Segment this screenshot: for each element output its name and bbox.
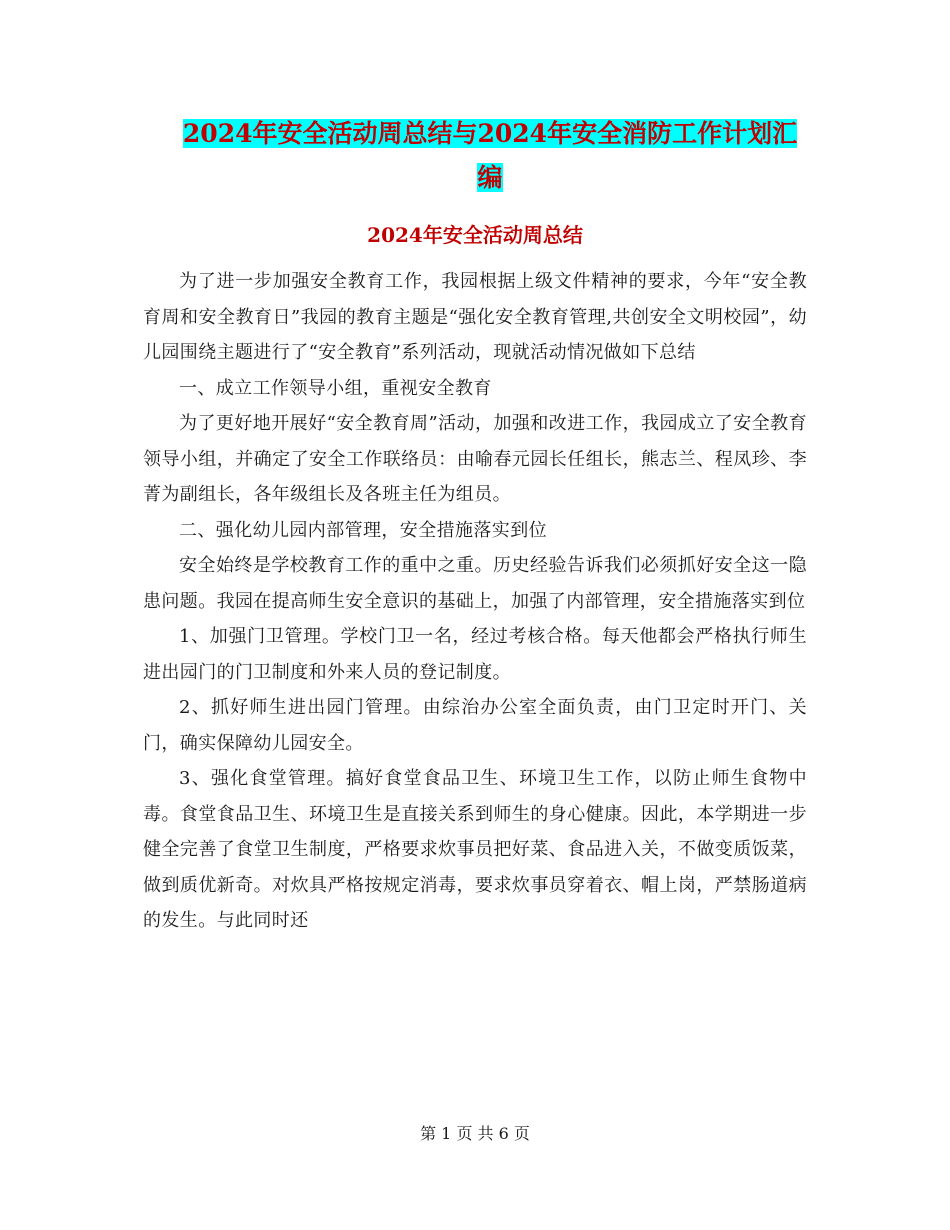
section-title: 2024年安全活动周总结: [367, 223, 583, 247]
document-body: [143, 264, 807, 939]
document-title: [140, 112, 840, 200]
paragraph-heading: 一、成立工作领导小组，重视安全教育: [179, 377, 492, 399]
document-title-line1: 2024年安全活动周总结与2024年安全消防工作计划汇: [182, 119, 798, 148]
paragraph: 为了进一步加强安全教育工作，我园根据上级文件精神的要求，今年“安全教育周和安全教育日”我园的教育主题是“强化安全教育管理,共创安全文明校园”，幼儿园围绕主题进行了“安全教育”系列活动，现就活动情况做如下总结: [143, 271, 807, 363]
paragraph: 安全始终是学校教育工作的重中之重。历史经验告诉我们必须抓好安全这一隐患问题。我园在提高师生安全意识的基础上，加强了内部管理，安全措施落实到位: [143, 555, 807, 612]
paragraph-heading: 二、强化幼儿园内部管理，安全措施落实到位: [179, 519, 547, 541]
paragraph: 1、加强门卫管理。学校门卫一名，经过考核合格。每天他都会严格执行师生进出园门的门卫制度和外来人员的登记制度。: [143, 626, 807, 683]
document-title-line2: 编: [477, 163, 503, 192]
paragraph: 2、抓好师生进出园门管理。由综治办公室全面负责，由门卫定时开门、关门，确实保障幼儿园安全。: [143, 697, 807, 754]
page-footer: 第 1 页 共 6 页: [420, 1124, 530, 1143]
paragraph: 3、强化食堂管理。搞好食堂食品卫生、环境卫生工作，以防止师生食物中毒。食堂食品卫生、环境卫生是直接关系到师生的身心健康。因此，本学期进一步健全完善了食堂卫生制度，严格要求炊事员把好菜、食品进入关，不做变质饭菜，做到质优新奇。对炊具严格按规定消毒，要求炊事员穿着衣、帽上岗，严禁肠道病的发生。与此同时还: [143, 768, 807, 931]
paragraph: 为了更好地开展好“安全教育周”活动，加强和改进工作，我园成立了安全教育领导小组，并确定了安全工作联络员：由喻春元园长任组长，熊志兰、程凤珍、李菁为副组长，各年级组长及各班主任为组员。: [143, 413, 807, 505]
